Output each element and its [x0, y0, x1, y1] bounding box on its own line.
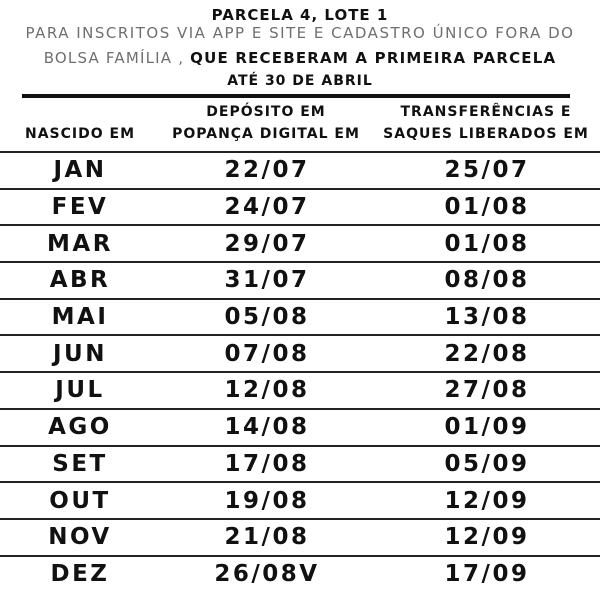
deposit-date-cell: 26/08V: [214, 560, 320, 587]
subtitle-line-2-light: BOLSA FAMÍLIA ,: [43, 49, 185, 67]
deposit-date-cell: 14/08: [160, 409, 374, 446]
birth-month-cell: OUT: [0, 482, 160, 519]
release-date-cell: 05/09: [374, 446, 600, 483]
column-header-deposit: [160, 101, 372, 145]
release-date-cell: 17/09: [444, 560, 530, 587]
deposit-date-cell: 05/08: [160, 299, 374, 336]
table-row: [0, 409, 600, 446]
birth-month-cell: JAN: [0, 153, 160, 189]
table-row: [0, 335, 600, 372]
column-header-release-line2: SAQUES LIBERADOS EM: [383, 126, 589, 142]
table-row: [0, 299, 600, 336]
deposit-date-cell: 12/08: [160, 372, 374, 409]
release-date-cell: 13/08: [374, 299, 600, 336]
release-date-cell: 01/08: [374, 225, 600, 262]
birth-month-cell: SET: [0, 446, 160, 483]
table-row: [0, 482, 600, 519]
deposit-date-cell: 07/08: [160, 335, 374, 372]
subtitle-line-2-bold: QUE RECEBERAM A PRIMEIRA PARCELA: [190, 49, 557, 67]
table-row: [0, 556, 600, 592]
deposit-date-cell: 17/08: [160, 446, 374, 483]
column-header-birth-month: [4, 123, 156, 145]
page-title: PARCELA 4, LOTE 1: [211, 6, 389, 24]
table-row: [0, 519, 600, 556]
deposit-date-cell: 21/08: [160, 519, 374, 556]
table-body: [0, 153, 600, 591]
subtitle-line-1: PARA INSCRITOS VIA APP E SITE E CADASTRO ÚNICO FORA DO: [25, 24, 575, 42]
release-date-cell: 22/08: [374, 335, 600, 372]
table-row: [0, 372, 600, 409]
deposit-date-cell: 22/07: [160, 153, 374, 189]
table-row: [0, 446, 600, 483]
release-date-cell: 12/09: [374, 482, 600, 519]
release-date-cell: 01/09: [374, 409, 600, 446]
birth-month-cell: MAI: [0, 299, 160, 336]
birth-month-cell: ABR: [0, 262, 160, 299]
column-header-release-line1: TRANSFERÊNCIAS E: [400, 104, 572, 120]
table-row: [0, 153, 600, 189]
table-row: [0, 262, 600, 299]
birth-month-cell: FEV: [0, 189, 160, 226]
release-date-cell: 01/08: [374, 189, 600, 226]
table-row: [0, 189, 600, 226]
release-date-cell: 12/09: [374, 519, 600, 556]
birth-month-cell: NOV: [0, 519, 160, 556]
birth-month-cell: JUL: [0, 372, 160, 409]
release-date-cell: 27/08: [374, 372, 600, 409]
column-header-release: [376, 101, 596, 145]
deposit-date-cell: 24/07: [160, 189, 374, 226]
column-header-deposit-line2: POPANÇA DIGITAL EM: [172, 126, 360, 142]
release-date-cell: 08/08: [374, 262, 600, 299]
birth-month-cell: MAR: [0, 225, 160, 262]
release-date-cell: 25/07: [374, 153, 600, 189]
deposit-date-cell: 31/07: [160, 262, 374, 299]
deposit-date-cell: 19/08: [160, 482, 374, 519]
birth-month-cell: JUN: [0, 335, 160, 372]
deposit-date-cell: 29/07: [160, 225, 374, 262]
birth-month-cell: DEZ: [50, 560, 110, 587]
table-row: [0, 225, 600, 262]
payment-schedule-table: [0, 153, 600, 591]
subtitle-line-2: [0, 49, 600, 67]
column-header-birth-month-text: NASCIDO EM: [24, 126, 135, 142]
birth-month-cell: AGO: [0, 409, 160, 446]
subtitle-line-3: ATÉ 30 DE ABRIL: [227, 73, 373, 89]
column-header-deposit-line1: DEPÓSITO EM: [206, 104, 326, 120]
top-divider: [22, 94, 570, 98]
